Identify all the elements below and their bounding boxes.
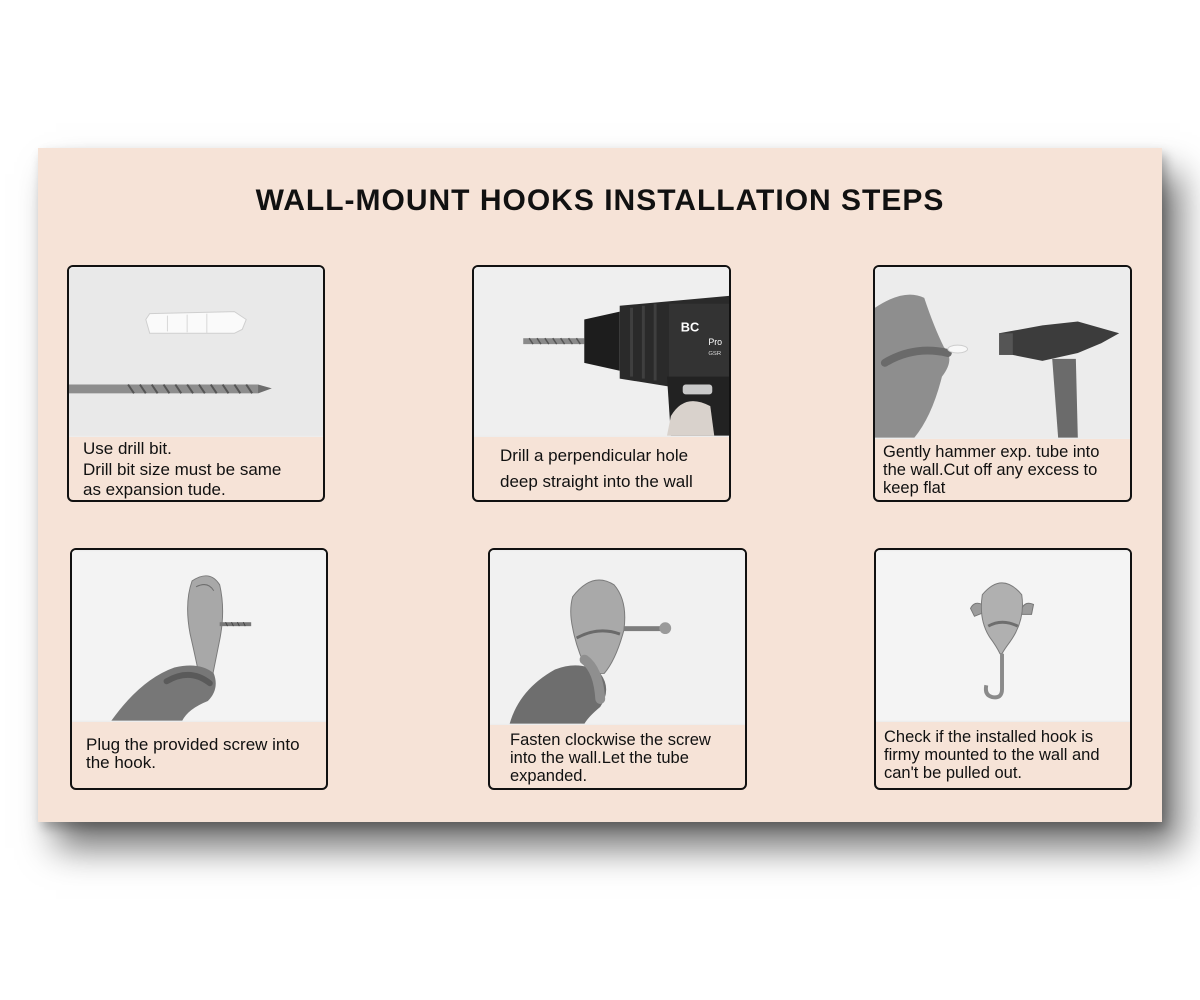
- step-card-4: [70, 548, 328, 790]
- hook-with-screw-illustration: [72, 550, 326, 722]
- hammer-illustration: [875, 267, 1130, 439]
- step-card-6: [874, 548, 1132, 790]
- step-6-caption: Check if the installed hook is firmy mounted to the wall and can't be pulled out.: [884, 728, 1100, 782]
- step-4-photo: [72, 550, 326, 722]
- drill-brand-text: BC: [680, 319, 700, 335]
- drill-bit-icon: [69, 384, 272, 393]
- screw-icon: [220, 622, 252, 626]
- step-4-caption: Plug the provided screw into the hook.: [86, 735, 300, 772]
- drill-series-text: GSR: [708, 350, 722, 357]
- instruction-board: [38, 148, 1162, 822]
- step-1-photo: [69, 267, 323, 437]
- mounted-hook-illustration: [876, 550, 1130, 722]
- drill-model-text: Pro: [708, 337, 723, 348]
- step-card-3: [873, 265, 1132, 502]
- step-3-photo: [875, 267, 1130, 439]
- step-5-photo: [490, 550, 745, 725]
- expansion-anchor-icon: [146, 312, 246, 334]
- step-card-1: [67, 265, 325, 502]
- fasten-hook-illustration: [490, 550, 745, 725]
- step-2-caption: Drill a perpendicular hole deep straight into the wall: [500, 446, 693, 491]
- drill-bit-and-anchor-illustration: [69, 267, 323, 437]
- step-1-caption: Use drill bit. Drill bit size must be same as expansion tude.: [83, 439, 282, 499]
- step-5-caption: Fasten clockwise the screw into the wall.Let the tube expanded.: [510, 731, 711, 785]
- step-3-caption: Gently hammer exp. tube into the wall.Cut off any excess to keep flat: [883, 443, 1100, 497]
- step-6-photo: [876, 550, 1130, 722]
- page-title: WALL-MOUNT HOOKS INSTALLATION STEPS: [255, 184, 945, 217]
- power-drill-illustration: [474, 267, 729, 437]
- step-card-5: [488, 548, 747, 790]
- step-2-photo: [474, 267, 729, 437]
- step-card-2: [472, 265, 731, 502]
